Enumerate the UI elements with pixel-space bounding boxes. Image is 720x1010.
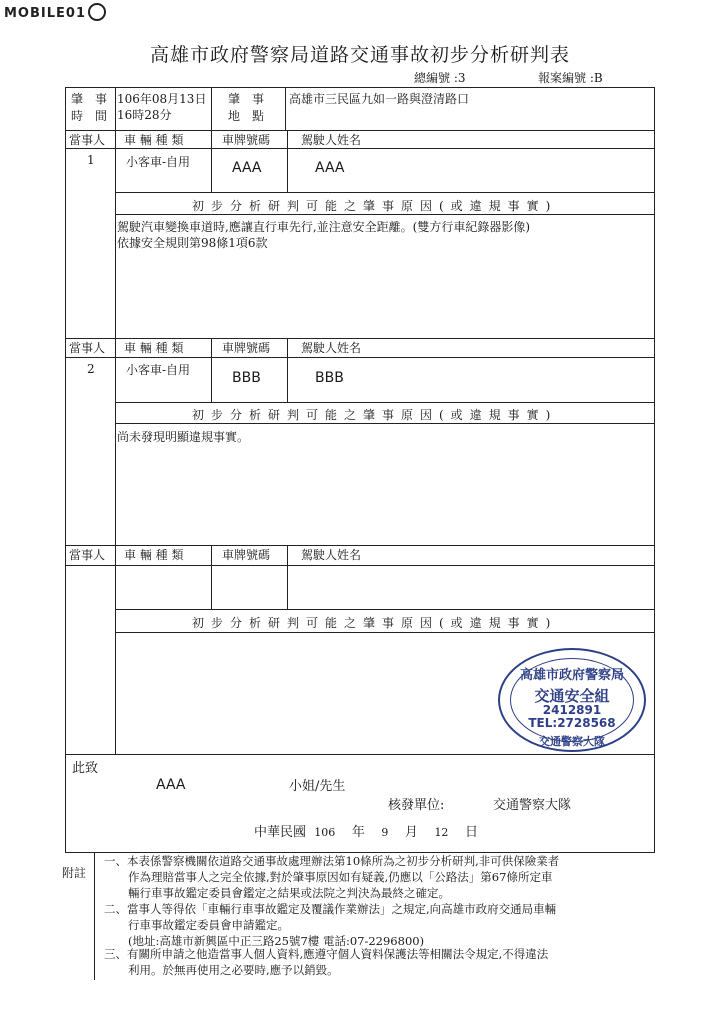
notes-label: 附註 bbox=[62, 866, 87, 880]
party-header: 當事人 bbox=[69, 548, 106, 562]
location-label: 地 點 bbox=[228, 109, 265, 123]
divider bbox=[211, 130, 212, 192]
plate-header: 車牌號碼 bbox=[222, 341, 271, 355]
divider bbox=[115, 423, 655, 424]
time-label: 肇 事 bbox=[71, 92, 108, 106]
party-number: 2 bbox=[87, 362, 95, 376]
divider bbox=[211, 87, 212, 130]
party-header: 當事人 bbox=[69, 133, 106, 147]
plate-number: AAA bbox=[232, 160, 262, 176]
divider bbox=[115, 87, 116, 754]
accident-location: 高雄市三民區九如一路與澄清路口 bbox=[289, 92, 470, 106]
cause-text: 依據安全規則第98條1項6款 bbox=[117, 236, 268, 250]
addressee-name: AAA bbox=[156, 777, 186, 793]
divider bbox=[115, 609, 655, 610]
vehicle-type-header: 車 輛 種 類 bbox=[124, 133, 184, 147]
accident-date: 106年08月13日 bbox=[117, 92, 207, 106]
cause-header: 初步分析研判可能之肇事原因(或違規事實) bbox=[192, 616, 558, 630]
page-title: 高雄市政府警察局道路交通事故初步分析研判表 bbox=[149, 44, 570, 66]
notes-divider bbox=[94, 852, 95, 980]
divider bbox=[287, 545, 288, 609]
divider bbox=[65, 357, 655, 358]
issuer-label: 核發單位: bbox=[388, 798, 445, 813]
vehicle-type: 小客車-自用 bbox=[126, 155, 191, 169]
cause-header: 初步分析研判可能之肇事原因(或違規事實) bbox=[192, 199, 558, 213]
divider bbox=[65, 148, 655, 149]
location-label: 肇 事 bbox=[228, 92, 265, 106]
salutation: 小姐/先生 bbox=[289, 779, 346, 794]
cause-header: 初步分析研判可能之肇事原因(或違規事實) bbox=[192, 408, 558, 422]
plate-number: BBB bbox=[232, 370, 261, 386]
party-number: 1 bbox=[87, 153, 95, 167]
cause-text: 駕駛汽車變換車道時,應讓直行車先行,並注意安全距離。(雙方行車紀錄器影像) bbox=[117, 220, 530, 234]
total-number: 總編號 :3 bbox=[414, 71, 466, 85]
divider bbox=[285, 87, 286, 130]
vehicle-type: 小客車-自用 bbox=[126, 363, 191, 377]
divider bbox=[65, 545, 655, 546]
addressee-label: 此致 bbox=[72, 761, 99, 776]
divider bbox=[287, 130, 288, 192]
divider bbox=[65, 565, 655, 566]
accident-time: 16時28分 bbox=[117, 108, 172, 122]
plate-header: 車牌號碼 bbox=[222, 133, 271, 147]
vehicle-type-header: 車 輛 種 類 bbox=[124, 341, 184, 355]
note-3: 三、有關所申請之他造當事人個人資料,應遵守個人資料保護法等相關法令規定,不得違法 利用。於無再使用之必要時,應予以銷毀。 bbox=[104, 947, 549, 977]
divider bbox=[211, 545, 212, 609]
divider bbox=[65, 130, 655, 131]
cause-text: 尚未發現明顯違規事實。 bbox=[117, 430, 250, 444]
note-1: 一、本表係警察機關依道路交通事故處理辦法第10條所為之初步分析研判,非可供保險業者 作為理賠當事人之完全依據,對於肇事原因如有疑義,仍應以「公路法」第67條所定車 輛行車事故鑑定委員會鑑定之結果或法院之判決為最終之確定。 bbox=[104, 854, 560, 900]
vehicle-type-header: 車 輛 種 類 bbox=[124, 548, 184, 562]
issue-date: 中華民國 106 年 9 月 12 日 bbox=[254, 825, 478, 840]
driver-name: AAA bbox=[315, 160, 345, 176]
driver-name: BBB bbox=[315, 370, 344, 386]
driver-header: 駕駛人姓名 bbox=[301, 133, 362, 147]
divider bbox=[115, 214, 655, 215]
divider bbox=[115, 632, 655, 633]
plate-header: 車牌號碼 bbox=[222, 548, 271, 562]
driver-header: 駕駛人姓名 bbox=[301, 341, 362, 355]
party-header: 當事人 bbox=[69, 341, 106, 355]
divider bbox=[65, 338, 655, 339]
divider bbox=[211, 338, 212, 402]
watermark-logo: MOBILE01 bbox=[4, 3, 106, 21]
time-label: 時 間 bbox=[71, 109, 108, 123]
divider bbox=[287, 338, 288, 402]
divider bbox=[65, 754, 655, 755]
driver-header: 駕駛人姓名 bbox=[301, 548, 362, 562]
divider bbox=[115, 402, 655, 403]
official-seal: 高雄市政府警察局 交通安全組 2412891 TEL:2728568 交通警察大隊 bbox=[498, 648, 646, 752]
note-2: 二、當事人等得依「車輛行車事故鑑定及覆議作業辦法」之規定,向高雄市政府交通局車輛 行車事故鑑定委員會申請鑑定。 (地址:高雄市新興區中正三路25號7樓 電話:07-2296800) bbox=[104, 902, 557, 948]
issuer: 交通警察大隊 bbox=[493, 798, 572, 813]
divider bbox=[115, 192, 655, 193]
report-number: 報案編號 :B bbox=[538, 71, 603, 85]
